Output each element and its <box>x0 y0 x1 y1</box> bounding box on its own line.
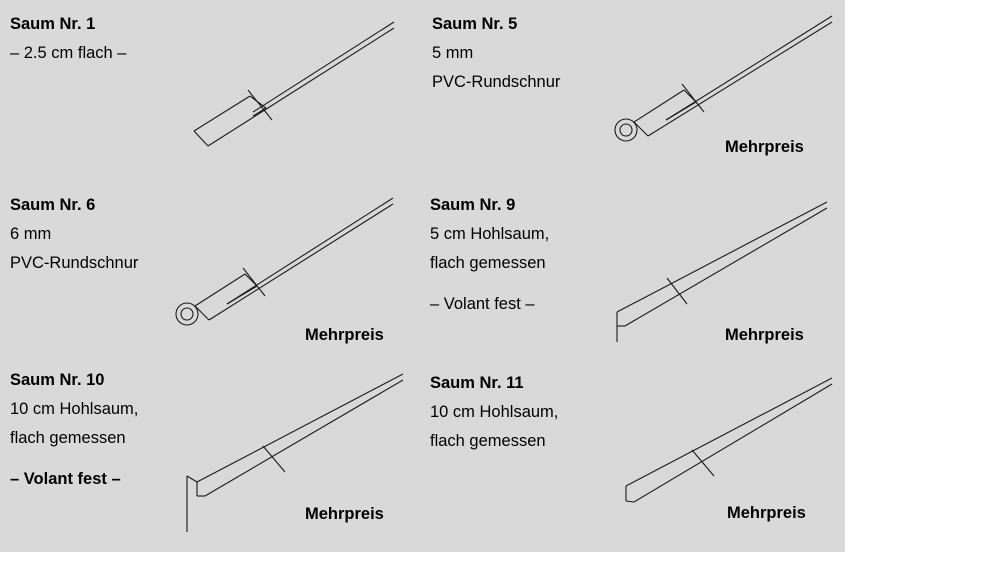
item-line-1: – 2.5 cm flach – <box>10 44 127 62</box>
item-line-1: 5 cm Hohlsaum, <box>430 225 550 243</box>
item-saum-nr-10 <box>0 356 420 552</box>
item-line-3: – Volant fest – <box>430 295 535 313</box>
item-line-1: 10 cm Hohlsaum, <box>10 400 139 418</box>
surcharge-label: Mehrpreis <box>725 326 804 344</box>
item-line-1: 6 mm <box>10 225 52 243</box>
surcharge-label: Mehrpreis <box>725 138 804 156</box>
drawing-pvc-cord-seam-5 <box>600 14 840 149</box>
surcharge-label: Mehrpreis <box>727 504 806 522</box>
drawing-pvc-cord-seam-6 <box>165 196 400 331</box>
surcharge-label: Mehrpreis <box>305 505 384 523</box>
item-line-2: flach gemessen <box>10 429 126 447</box>
item-title: Saum Nr. 1 <box>10 15 96 33</box>
item-title: Saum Nr. 5 <box>432 15 518 33</box>
item-title: Saum Nr. 10 <box>10 371 105 389</box>
item-saum-nr-11 <box>420 356 845 552</box>
surcharge-label: Mehrpreis <box>305 326 384 344</box>
item-line-1: 5 mm <box>432 44 474 62</box>
item-title: Saum Nr. 6 <box>10 196 96 214</box>
drawing-hollow-hem-flounce-9 <box>595 200 835 340</box>
item-saum-nr-9 <box>420 178 845 356</box>
item-line-2: flach gemessen <box>430 254 546 272</box>
item-line-3: – Volant fest – <box>10 470 121 488</box>
item-line-2: PVC-Rundschnur <box>432 73 561 91</box>
item-saum-nr-5 <box>420 0 845 178</box>
item-saum-nr-6 <box>0 178 420 356</box>
item-saum-nr-1 <box>0 0 420 170</box>
item-line-2: flach gemessen <box>430 432 546 450</box>
item-title: Saum Nr. 11 <box>430 374 524 392</box>
item-line-1: 10 cm Hohlsaum, <box>430 403 559 421</box>
item-line-2: PVC-Rundschnur <box>10 254 139 272</box>
drawing-flat-hem-seam-1 <box>190 20 405 145</box>
item-title: Saum Nr. 9 <box>430 196 516 214</box>
